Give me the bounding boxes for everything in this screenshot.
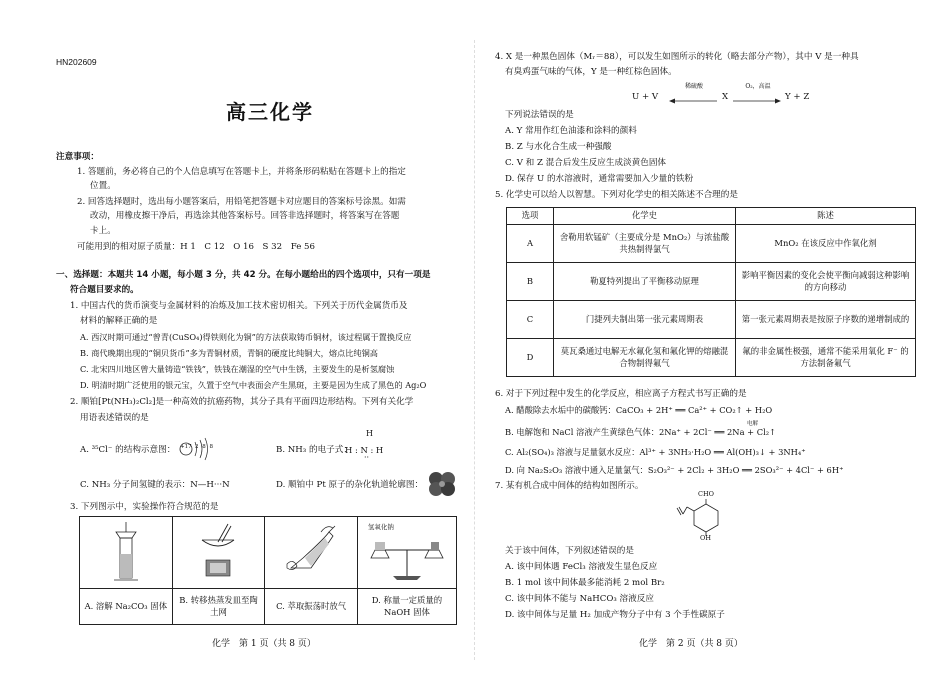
q5-row-history: 勒夏特列提出了平衡移动原理: [554, 263, 736, 301]
q4-option-a: A. Y 常用作红色油漆和涂料的颜料: [505, 126, 637, 136]
q5-row-label: A: [507, 225, 554, 263]
hybrid-orbital-image: [426, 470, 458, 498]
q7-option-a: A. 该中间体遇 FeCl₃ 溶液发生显色反应: [505, 562, 658, 572]
notice-line: 改动，用橡皮擦干净后，再选涂其他答案标号。回答非选择题时，将答案写在答题: [90, 211, 400, 221]
q4-scheme-mid: X: [722, 92, 729, 102]
q7-structure: [671, 490, 741, 544]
q5-row-history: 舍勒用软锰矿（主要成分是 MnO₂）与浓盐酸共热制得氯气: [554, 225, 736, 263]
q6-option-a: A. 醋酸除去水垢中的碳酸钙：CaCO₃ + 2H⁺ ══ Ca²⁺ + CO₂↑ + H₂O: [505, 405, 773, 415]
q4-option-b: B. Z 与水化合生成一种强酸: [505, 142, 612, 152]
q2-stem: 2. 顺铂[Pt(NH₃)₂Cl₂]是一种高效的抗癌药物，其分子具有平面四边形结构。下列有关化学: [70, 397, 414, 407]
q4-arrow-left: [669, 97, 717, 108]
q3-stem: 3. 下列图示中，实验操作符合规范的是: [70, 502, 219, 512]
q7-option-c: C. 该中间体不能与 NaHCO₃ 溶液反应: [505, 594, 654, 604]
atomic-mass: 可能用到的相对原子质量：H 1 C 12 O 16 S 32 Fe 56: [77, 242, 315, 252]
q5-stem: 5. 化学史可以给人以智慧。下列对化学史的相关陈述不合理的是: [495, 190, 738, 200]
q2-option-d: D. 顺铂中 Pt 原子的杂化轨道轮廓图：: [276, 480, 424, 490]
q5-row-history: 门捷列夫制出第一张元素周期表: [554, 301, 736, 339]
q4-scheme-left: U + V: [632, 92, 659, 102]
q4-arrow1-label: 稀硫酸: [684, 83, 703, 90]
electron-dot-formula: H : N : H: [345, 445, 384, 455]
cho-label: CHO: [698, 490, 714, 498]
atomic-structure-diagram: [178, 434, 218, 464]
page-2: [475, 0, 950, 688]
notice-line: 位置。: [90, 181, 116, 191]
q2-option-c: C. NH₃ 分子间氢键的表示：N—H···N: [80, 480, 230, 490]
q5-header-option: 选项: [507, 208, 554, 225]
q3-option-a: A. 溶解 Na₂CO₃ 固体: [80, 589, 173, 625]
q6-option-b: B. 电解饱和 NaCl 溶液产生黄绿色气体：2Na⁺ + 2Cl⁻ ══ 2Na + Cl₂↑: [505, 427, 777, 437]
q1-option-a: A. 西汉时期可通过“曾青(CuSO₄)得铁则化为铜”的方法获取铸币铜材，该过程属于置换反应: [80, 332, 412, 342]
notice-line: 2. 回答选择题时，选出每小题答案后，用铅笔把答题卡对应题目的答案标号涂黑。如需: [77, 197, 406, 207]
q4-scheme-right: Y + Z: [785, 92, 810, 102]
q3-figure-table: [79, 516, 457, 625]
q3-figure-b: [172, 517, 265, 589]
notice-line: 1. 答题前，务必将自己的个人信息填写在答题卡上，并将条形码粘贴在答题卡上的指定: [77, 167, 406, 177]
q5-table: [506, 207, 916, 377]
page-footer: 化学 第 1 页（共 8 页）: [212, 639, 316, 649]
section-heading-2: 符合题目要求的。: [70, 285, 139, 295]
q2-option-b: B. NH₃ 的电子式：: [276, 445, 352, 455]
q2-stem-2: 用语表述错误的是: [80, 413, 149, 423]
q5-row-label: C: [507, 301, 554, 339]
naoh-label: 氢氧化钠: [367, 523, 394, 531]
q4-option-c: C. V 和 Z 混合后发生反应生成淡黄色固体: [505, 158, 667, 168]
q5-row-label: D: [507, 339, 554, 377]
exam-code: HN202609: [56, 57, 97, 67]
q3-option-d: D. 称量一定质量的 NaOH 固体: [357, 589, 456, 625]
q4-option-d: D. 保存 U 的水溶液时，通常需要加入少量的铁粉: [505, 174, 694, 184]
q4-arrow2-label: O₂，高温: [745, 83, 771, 90]
oh-label: OH: [700, 534, 711, 542]
q5-row-statement: 影响平衡因素的变化会使平衡向减弱这种影响的方向移动: [736, 263, 916, 301]
notice-heading: 注意事项：: [56, 152, 99, 162]
nucleus-label: +17: [180, 444, 192, 450]
q5-row-statement: 第一张元素周期表是按原子序数的递增制成的: [736, 301, 916, 339]
q5-header-history: 化学史: [554, 208, 736, 225]
q6-option-b-condition: 电解: [747, 421, 759, 427]
q3-figure-d: [357, 517, 456, 589]
q7-option-d: D. 该中间体与足量 H₂ 加成产物分子中有 3 个手性碳原子: [505, 610, 725, 620]
page-footer: 化学 第 2 页（共 8 页）: [639, 639, 743, 649]
q7-question: 关于该中间体，下列叙述错误的是: [505, 546, 634, 556]
q6-stem: 6. 对于下列过程中发生的化学反应，相应离子方程式书写正确的是: [495, 389, 747, 399]
q1-option-b: B. 商代晚期出现的“铜贝货币”多为青铜材质，青铜的硬度比纯铜大，熔点比纯铜高: [80, 348, 378, 358]
q1-option-d: D. 明清时期广泛使用的银元宝，久置于空气中表面会产生黑斑，主要是因为生成了黑色的 Ag₂O: [80, 380, 427, 390]
q5-row-statement: MnO₂ 在该反应中作氧化剂: [736, 225, 916, 263]
page-title: 高三化学: [226, 100, 314, 124]
q2-option-a: A. ³⁵Cl⁻ 的结构示意图：: [80, 445, 176, 455]
q7-option-b: B. 1 mol 该中间体最多能消耗 2 mol Br₂: [505, 578, 665, 588]
q5-header-statement: 陈述: [736, 208, 916, 225]
section-heading: 一、选择题：本题共 14 小题，每小题 3 分，共 42 分。在每小题给出的四个选项中，只有一项是: [56, 270, 431, 280]
q7-stem: 7. 某有机合成中间体的结构如图所示。: [495, 481, 644, 491]
q4-stem: 4. X 是一种黑色固体（Mᵣ＝88），可以发生如图所示的转化（略去部分产物），其中 V 是一种具: [495, 52, 859, 62]
q5-row-statement: 氟的非金属性极强，通常不能采用氧化 F⁻ 的方法制备氟气: [736, 339, 916, 377]
q4-stem-2: 有臭鸡蛋气味的气体，Y 是一种红棕色固体。: [505, 67, 677, 77]
q3-figure-a: [80, 517, 173, 589]
q6-option-d: D. 向 Na₂S₂O₃ 溶液中通入足量氯气：S₂O₃²⁻ + 2Cl₂ + 3H₂O ══ 2SO₃²⁻ + 4Cl⁻ + 6H⁺: [505, 465, 844, 475]
q1-stem-2: 材料的解释正确的是: [80, 316, 158, 326]
electron-dot-top: H: [366, 429, 373, 438]
shell-electrons: 2 8 8: [195, 444, 214, 450]
q5-row-history: 莫瓦桑通过电解无水氟化氢和氟化钾的熔融混合物制得氟气: [554, 339, 736, 377]
q1-option-c: C. 北宋四川地区曾大量铸造“铁钱”，铁钱在潮湿的空气中生锈，主要发生的是析氢腐蚀: [80, 364, 395, 374]
lone-pair-dots: ··: [364, 453, 370, 462]
q3-option-c: C. 萃取振荡时放气: [265, 589, 358, 625]
q5-row-label: B: [507, 263, 554, 301]
q6-option-c: C. Al₂(SO₄)₃ 溶液与足量氨水反应：Al³⁺ + 3NH₃·H₂O ══ Al(OH)₃↓ + 3NH₄⁺: [505, 447, 806, 457]
q1-stem: 1. 中国古代的货币演变与金属材料的冶炼及加工技术密切相关。下列关于历代金属货币及: [70, 301, 408, 311]
q4-arrow-right: [733, 97, 781, 108]
notice-line: 卡上。: [90, 226, 116, 236]
q3-figure-c: [265, 517, 358, 589]
q4-question: 下列说法错误的是: [505, 110, 574, 120]
q3-option-b: B. 转移热蒸发皿至陶土网: [172, 589, 265, 625]
